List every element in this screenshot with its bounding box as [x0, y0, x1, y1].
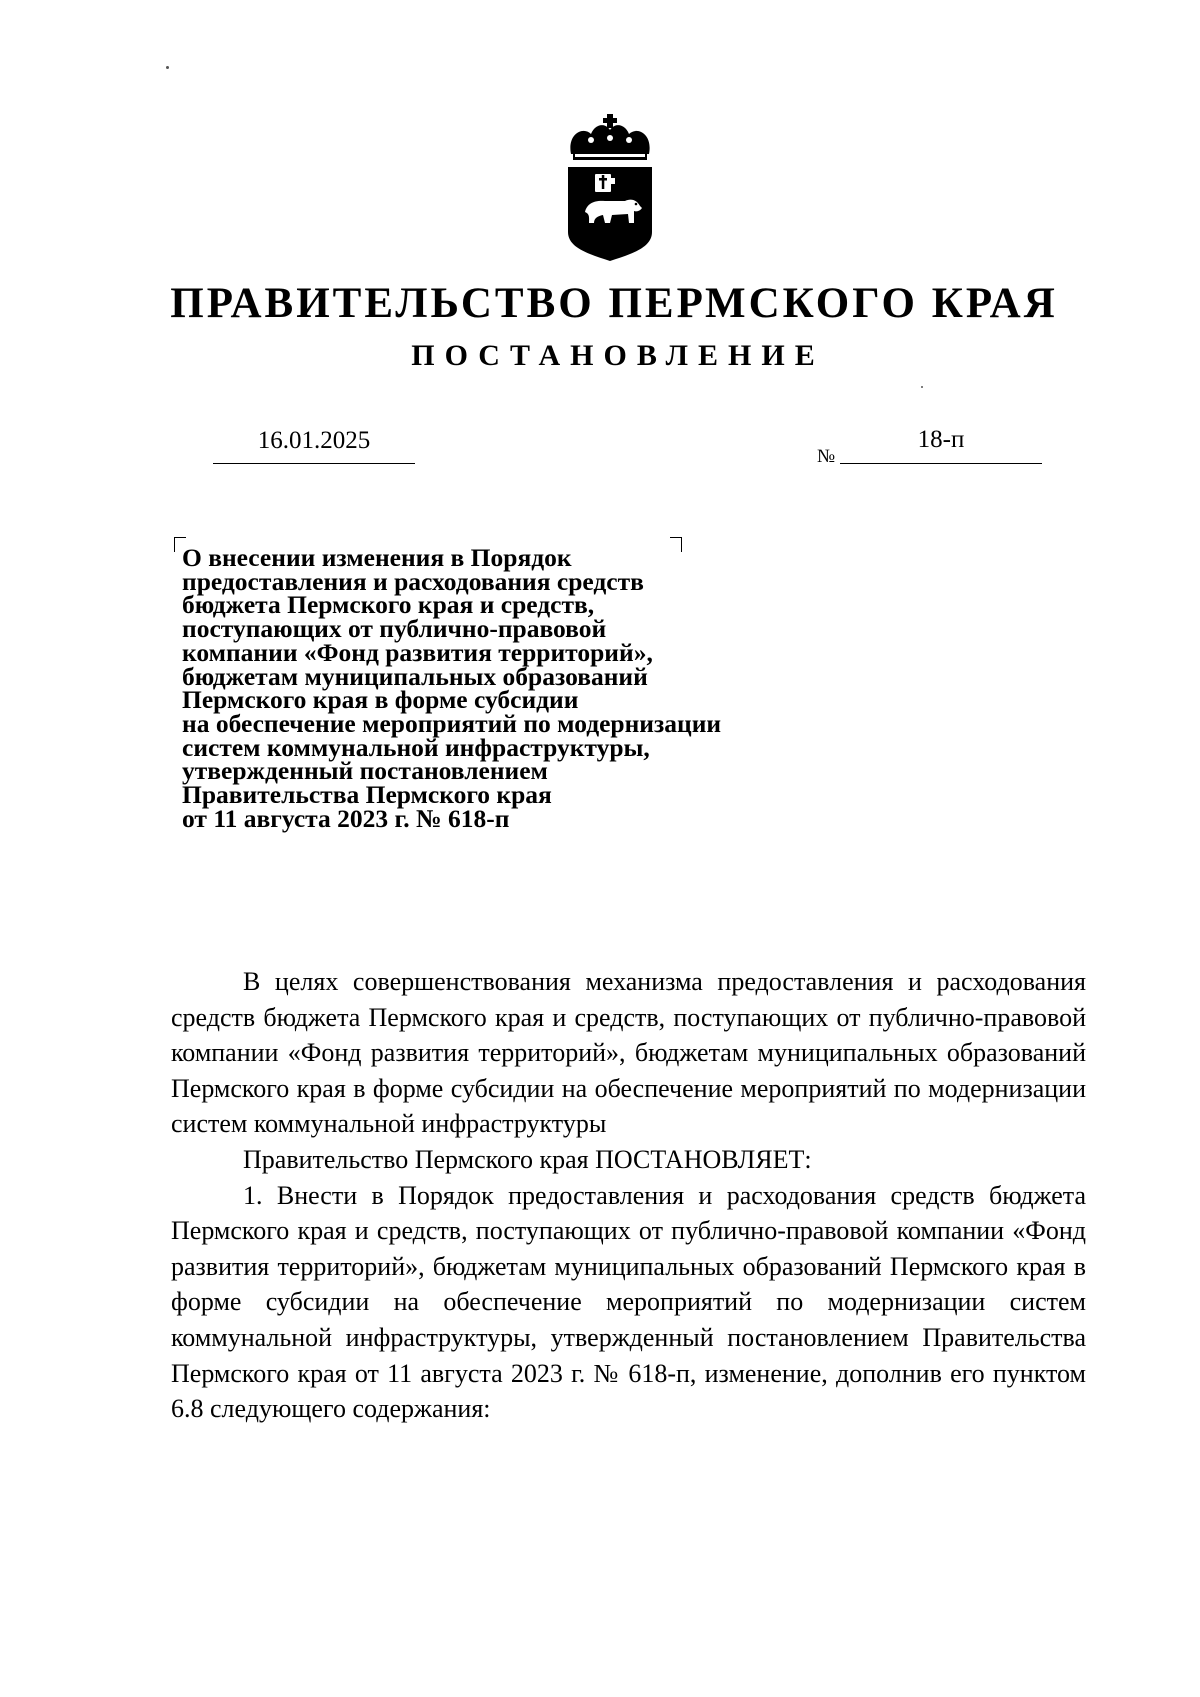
subject-line: бюджетам муниципальных образований — [182, 661, 648, 691]
clause-1-paragraph: 1. Внести в Порядок предоставления и расходования средств бюджета Пермского края и средств, поступающих от публично-правовой компании «Фонд развития территорий», бюджетам муниципальных образований Пермского края в форме субсидии на обеспечение мероприятий по модернизации систем коммунальной инфраструктуры, утвержденный постановлением Правительства Пермского края от 11 августа 2023 г. № 618-п, изменение, дополнив его пунктом 6.8 следующего содержания: — [171, 1180, 1086, 1424]
subject-line: предоставления и расходования средств — [182, 566, 644, 596]
subject-line: О внесении изменения в Порядок — [182, 543, 572, 572]
document-subject — [182, 543, 822, 833]
number-underline — [840, 463, 1042, 464]
document-type: ПОСТАНОВЛЕНИЕ — [411, 339, 825, 372]
document-number: 18-п — [917, 426, 965, 453]
scan-speck — [921, 386, 923, 388]
subject-line: на обеспечение мероприятий по модернизации — [182, 708, 722, 738]
subject-line: бюджета Пермского края и средств, — [182, 590, 595, 620]
subject-line: систем коммунальной инфраструктуры, — [182, 732, 650, 762]
scan-speck — [166, 66, 169, 69]
preamble-paragraph: В целях совершенствования механизма предоставления и расходования средств бюджета Пермского края и средств, поступающих от публично-правовой компании «Фонд развития территорий», бюджетам муниципальных образований Пермского края в форме субсидии на обеспечение мероприятий по модернизации систем коммунальной инфраструктуры — [171, 967, 1086, 1139]
document-body — [171, 964, 1086, 1427]
document-date: 16.01.2025 — [257, 427, 371, 454]
subject-line: от 11 августа 2023 г. № 618-п — [182, 803, 510, 833]
government-title: ПРАВИТЕЛЬСТВО ПЕРМСКОГО КРАЯ — [170, 280, 1058, 327]
subject-line: Правительства Пермского края — [182, 780, 552, 810]
perm-krai-coat-of-arms-icon — [561, 112, 659, 262]
subject-line: компании «Фонд развития территорий», — [182, 637, 653, 667]
number-sign: № — [817, 446, 836, 467]
date-underline — [213, 463, 415, 464]
subject-line: утвержденный постановлением — [182, 756, 548, 786]
subject-line: поступающих от публично-правовой — [182, 614, 607, 644]
subject-line: Пермского края в форме субсидии — [182, 685, 579, 715]
resolution-statement: Правительство Пермского края ПОСТАНОВЛЯЕТ: — [243, 1144, 812, 1174]
